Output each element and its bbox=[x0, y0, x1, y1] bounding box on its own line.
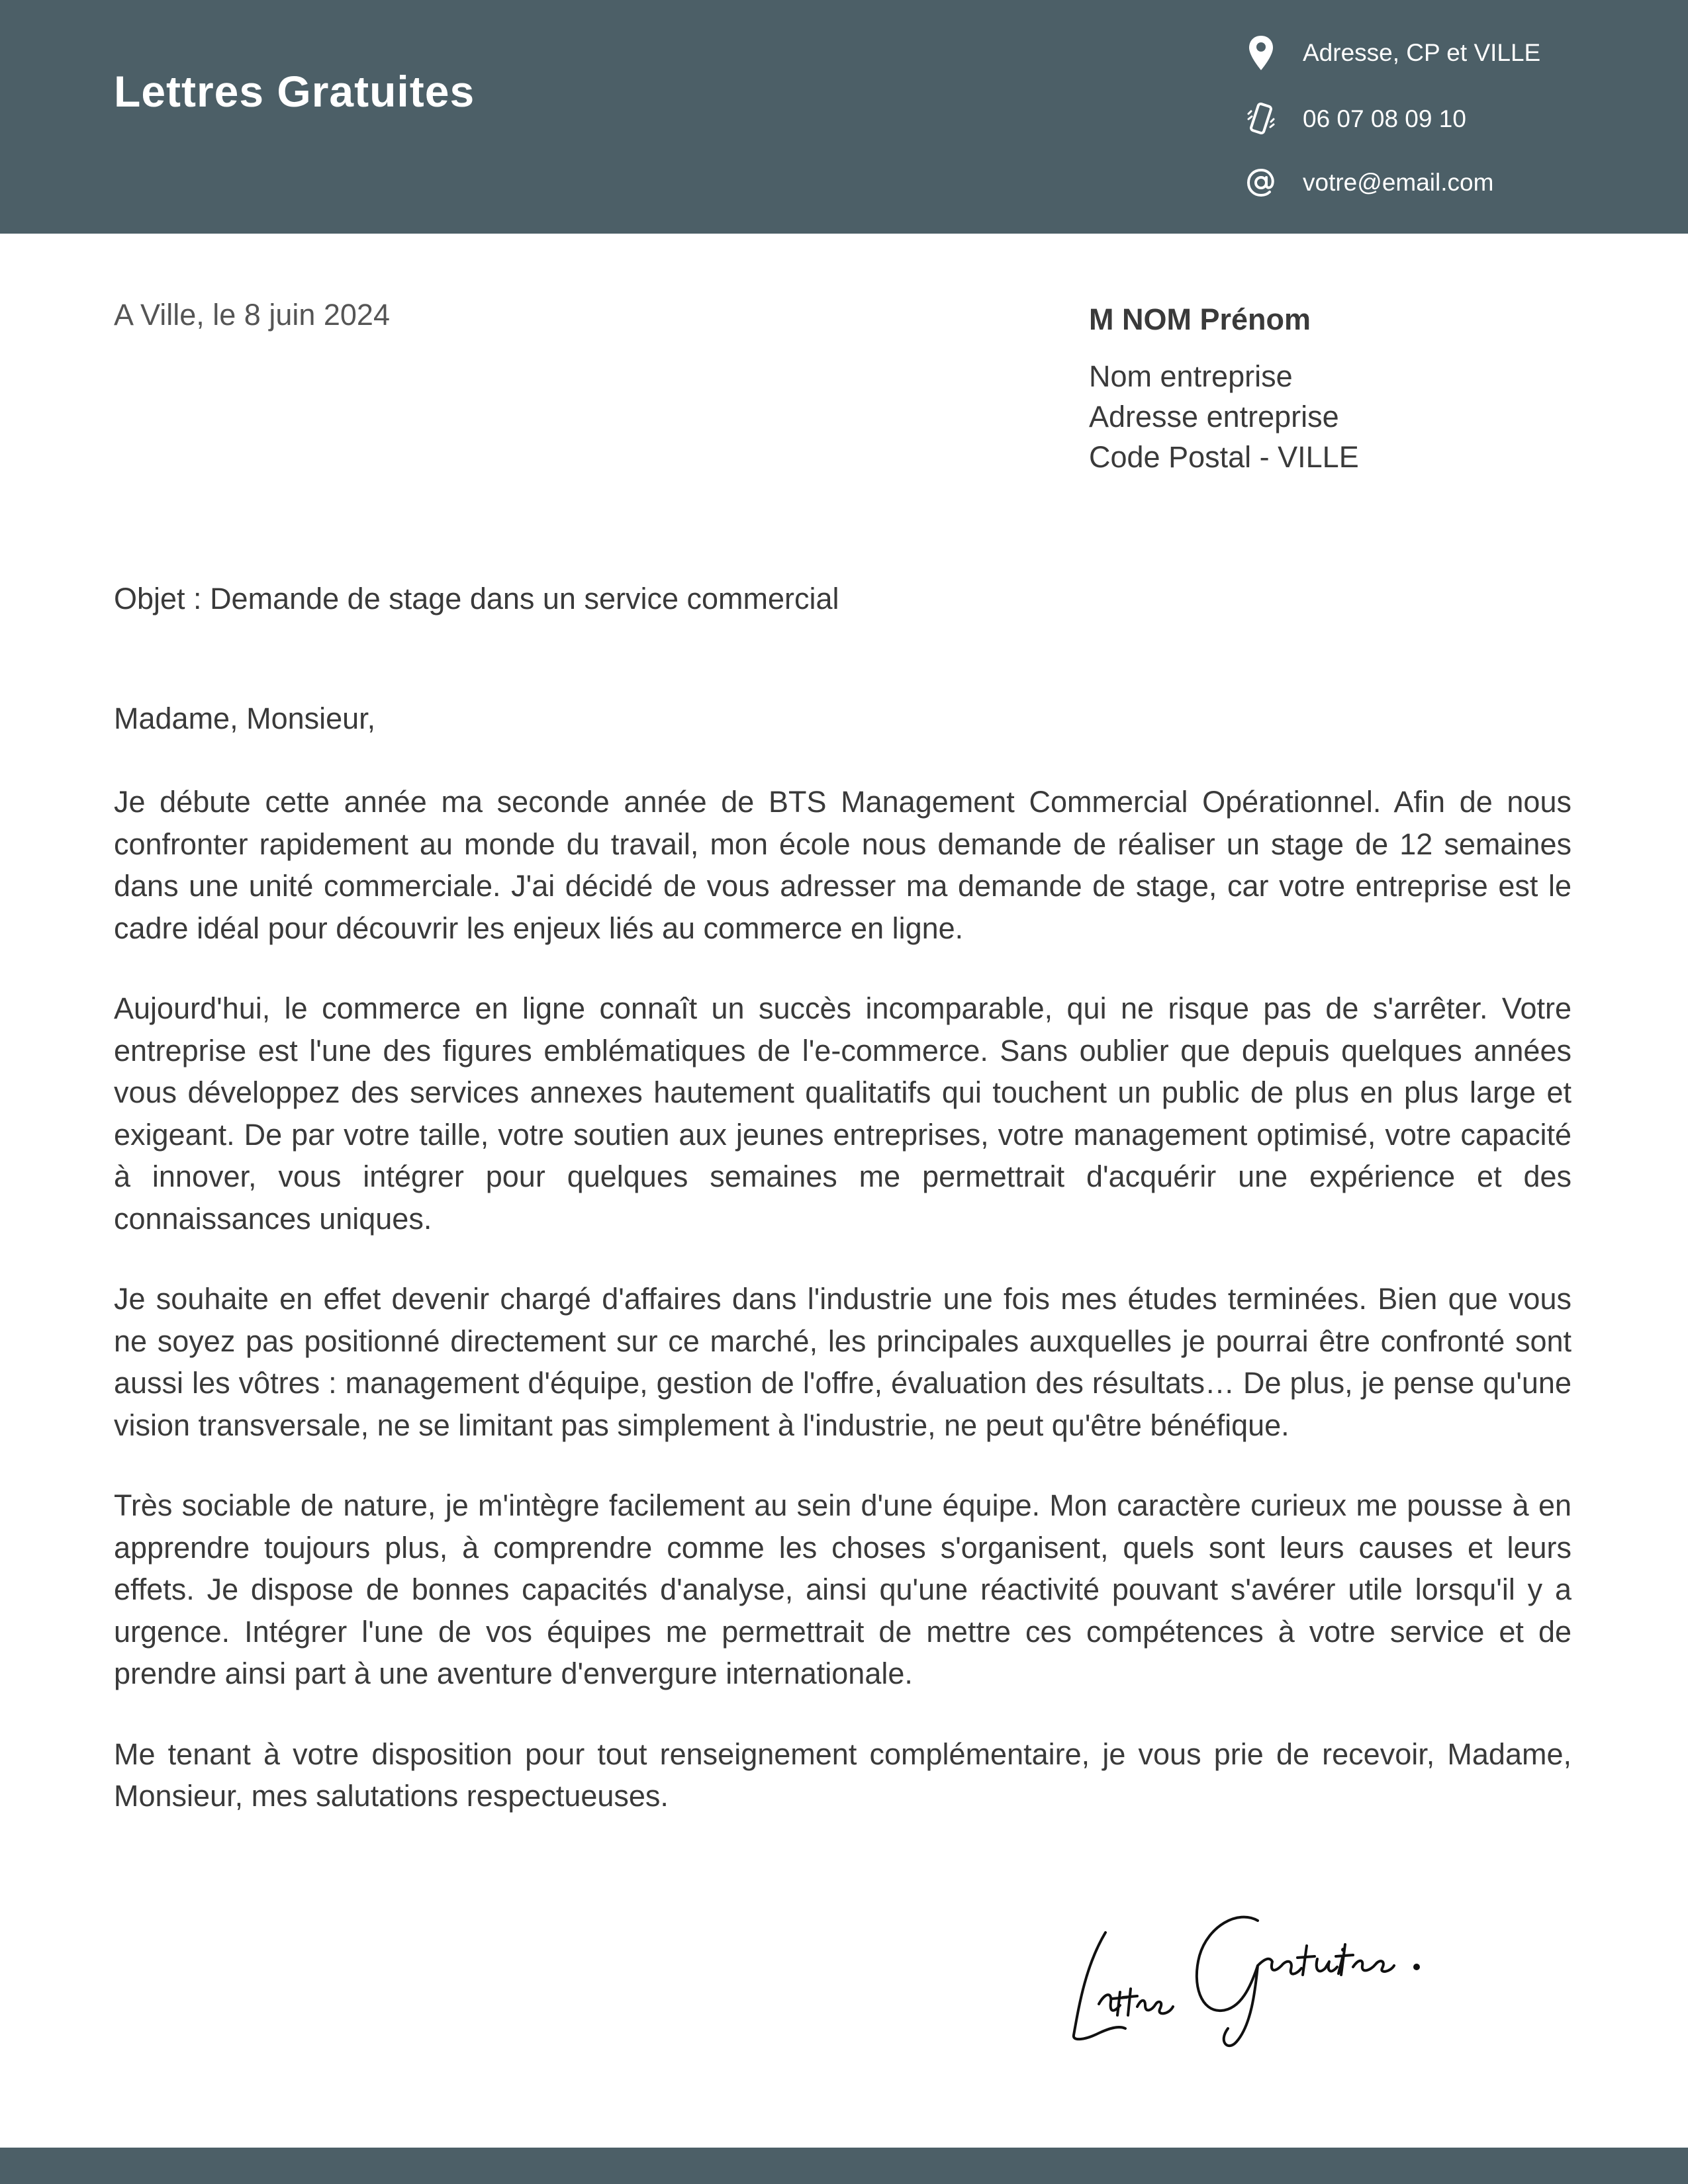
recipient-city: Code Postal - VILLE bbox=[1089, 440, 1359, 474]
contact-phone bbox=[1244, 99, 1668, 139]
body-paragraph: Me tenant à votre disposition pour tout renseignement complémentaire, je vous prie de recevoir, Madame, Monsieur, mes salutations respectueuses. bbox=[114, 1737, 1571, 1813]
at-sign-icon bbox=[1244, 164, 1278, 201]
contact-email-text: votre@email.com bbox=[1303, 169, 1494, 196]
letter-body bbox=[114, 781, 1571, 1856]
brand-name: Lettres Gratuites bbox=[114, 67, 475, 116]
body-paragraph: Très sociable de nature, je m'intègre facilement au sein d'une équipe. Mon caractère curieux me pousse à en apprendre toujours plus, à comprendre comme les choses s'organisent, quels sont leurs causes et leurs effets. Je dispose de bonnes capacités d'analyse, ainsi qu'une réactivité pouvant s'avérer utile lorsqu'il y a urgence. Intégrer l'une de vos équipes me permettrait de mettre ces compétences à votre service et de prendre ainsi part à une aventure d'envergure internationale. bbox=[114, 1488, 1571, 1690]
phone-icon bbox=[1244, 101, 1278, 138]
body-paragraph: Je débute cette année ma seconde année de BTS Management Commercial Opérationnel. Afin de nous confronter rapidement au monde du travail, mon école nous demande de réaliser un stage de 12 semaines dans une unité commerciale. J'ai décidé de vous adresser ma demande de stage, car votre entreprise est le cadre idéal pour découvrir les enjeux liés au commerce en ligne. bbox=[114, 785, 1571, 945]
body-paragraph: Aujourd'hui, le commerce en ligne connaît un succès incomparable, qui ne risque pas de s'arrêter. Votre entreprise est l'une des figures emblématiques de l'e-commerce. Sans oublier que depuis quelques années vous développez des services annexes hautement qualitatifs qui touchent un public de plus en plus large et exigeant. De par votre taille, votre soutien aux jeunes entreprises, votre management optimisé, votre capacité à innover, vous intégrer pour quelques semaines me permettrait d'acquérir une expérience et des connaissances uniques. bbox=[114, 991, 1571, 1236]
handwritten-signature bbox=[1059, 1893, 1443, 2052]
recipient-company: Nom entreprise bbox=[1089, 359, 1293, 393]
contact-address bbox=[1244, 33, 1668, 73]
letter-object: Objet : Demande de stage dans un service commercial bbox=[114, 582, 839, 615]
map-pin-icon bbox=[1244, 34, 1278, 71]
recipient-name: M NOM Prénom bbox=[1089, 302, 1311, 336]
contact-email bbox=[1244, 163, 1668, 203]
recipient-address: Adresse entreprise bbox=[1089, 400, 1339, 433]
salutation: Madame, Monsieur, bbox=[114, 702, 376, 735]
contact-address-text: Adresse, CP et VILLE bbox=[1303, 39, 1541, 66]
body-paragraph: Je souhaite en effet devenir chargé d'affaires dans l'industrie une fois mes études terminées. Bien que vous ne soyez pas positionné directement sur ce marché, les principales auxquelles je pourrai être confronté sont aussi les vôtres : management d'équipe, gestion de l'offre, évaluation des résultats… De plus, je pense qu'une vision transversale, ne se limitant pas simplement à l'industrie, ne peut qu'être bénéfique. bbox=[114, 1282, 1571, 1442]
recipient-block bbox=[1089, 299, 1359, 477]
footer-bar bbox=[0, 2148, 1688, 2184]
contact-phone-text: 06 07 08 09 10 bbox=[1303, 105, 1466, 132]
letter-header bbox=[0, 0, 1688, 234]
letter-date: A Ville, le 8 juin 2024 bbox=[114, 298, 390, 332]
